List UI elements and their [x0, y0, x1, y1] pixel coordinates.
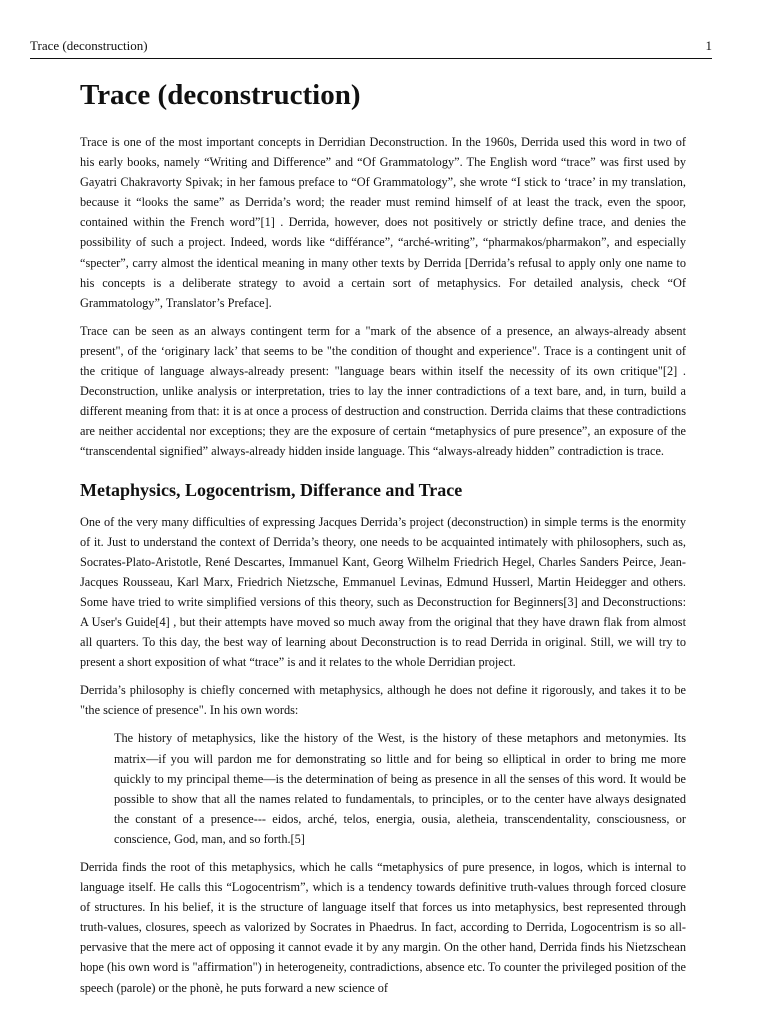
page-number: 1	[705, 38, 712, 53]
header-divider	[30, 58, 712, 59]
section-heading: Metaphysics, Logocentrism, Differance and Trace	[80, 479, 463, 500]
article-body	[80, 76, 686, 1006]
block-quote: The history of metaphysics, like the history of the West, is the history of these metaphors and metonymies. Its matrix—if you will pardon me for demonstrating so little and for being so elliptical in order to bring me more quickly to my principal theme—is the determination of being as presence in all the senses of this word. It would be possible to show that all the names related to fundamentals, to principles, or to the center have always designated the constant of a presence--- eidos, arché, telos, energia, ousia, aletheia, transcendentality, consciousness, or conscience, God, man, and so forth.[5]	[114, 731, 686, 846]
intro-paragraph-1: Trace is one of the most important concepts in Derridian Deconstruction. In the 1960s, Derrida used this word in two of his early books, namely “Writing and Difference” and “Of Grammatology”. The English word “trace” was first used by Gayatri Chakravorty Spivak; in her famous preface to “Of Grammatology”, she wrote “I stick to ‘trace’ in my translation, because it “looks the same” as Derrida’s word; the reader must remind himself of at least the track, even the spoor, contained within the French word”[1] . Derrida, however, does not positively or strictly define trace, and denies the possibility of such a project. Indeed, words like “différance”, “arché-writing”, “pharmakos/pharmakon”, and especially “specter”, carry almost the identical meaning in many other texts by Derrida [Derrida’s refusal to apply only one name to his concepts is a deliberate strategy to avoid a certain sort of metaphysics. For detailed analysis, check “Of Grammatology”, Translator’s Preface].	[80, 135, 686, 310]
running-header-title: Trace (deconstruction)	[30, 38, 148, 53]
section-paragraph-3: Derrida finds the root of this metaphysics, which he calls “metaphysics of pure presence, in logos, which is internal to language itself. He calls this “Logocentrism”, which is a tendency towards definitive truth-values through forced closure of structures. In his belief, it is the structure of language itself that forces us into metaphysics, best represented through truth-values, closures, speech as valorized by Socrates in Phaedrus. In fact, according to Derrida, Logocentrism is so all-pervasive that the mere act of opposing it cannot evade it by any margin. On the other hand, Derrida finds his Nietzschean hope (his own word is "affirmation") in heterogeneity, contradictions, absence etc. To counter the privileged position of the speech (parole) or the phonè, he puts forward a new science of	[80, 860, 686, 995]
section-paragraph-2: Derrida’s philosophy is chiefly concerned with metaphysics, although he does not define it rigorously, and takes it to be "the science of presence". In his own words:	[80, 683, 686, 718]
article-title: Trace (deconstruction)	[80, 79, 361, 111]
intro-paragraph-2: Trace can be seen as an always contingent term for a "mark of the absence of a presence, an always-already absent present", of the ‘originary lack’ that seems to be "the condition of thought and experience". Trace is a contingent unit of the critique of language always-already present: "language bears within itself the necessity of its own critique"[2] . Deconstruction, unlike analysis or interpretation, tries to lay the inner contradictions of a text bare, and, in turn, build a different meaning from that: it is at once a process of destruction and construction. Derrida claims that these contradictions are neither accidental nor exceptions; they are the exposure of certain “metaphysics of pure presence”, an exposure of the “transcendental signified” always-already hidden inside language. This “always-already hidden” contradiction is trace.	[80, 323, 686, 459]
section-paragraph-1: One of the very many difficulties of expressing Jacques Derrida’s project (deconstruction) in simple terms is the enormity of it. Just to understand the context of Derrida’s theory, one needs to be acquainted intimately with philosophers, such as, Socrates-Plato-Aristotle, René Descartes, Immanuel Kant, Georg Wilhelm Friedrich Hegel, Charles Sanders Peirce, Jean-Jacques Rousseau, Karl Marx, Friedrich Nietzsche, Emmanuel Levinas, Edmund Husserl, Martin Heidegger and others. Some have tried to write simplified versions of this theory, such as Deconstruction for Beginners[3] and Deconstructions: A User's Guide[4] , but their attempts have moved so much away from the original that they have drawn flak from almost all quarters. To this day, the best way of learning about Deconstruction is to read Derrida in original. Still, we will try to present a short exposition of what “trace” is and it relates to the whole Derridian project.	[80, 514, 686, 670]
